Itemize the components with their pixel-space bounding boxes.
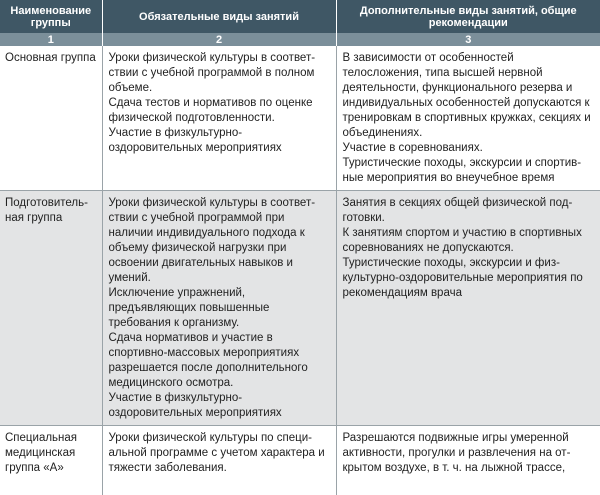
additional-paragraph: Разрешаются подвижные игры умеренной активности, прогулки и развлечения на открытом воздухе, в т. ч. на лыжной трассе, (343, 431, 597, 476)
group-name-cell (0, 426, 102, 495)
required-activities-cell (102, 191, 336, 426)
required-paragraph: Уроки физической культуры по специальной программе с учетом характера и тяжести заболевания. (109, 431, 332, 476)
additional-paragraph: Участие в соревнованиях. (343, 141, 597, 156)
column-number-1: 1 (0, 33, 102, 46)
header-additional-activities: Дополнительные виды занятий, общие рекомендации (336, 0, 600, 33)
group-name: Специальная медицинская группа «А» (5, 432, 77, 474)
required-paragraph: Сдача тестов и нормативов по оценке физической подготовленности. (109, 96, 332, 126)
required-paragraph: Исключение упражнений, предъявляющих повышенные требования к организму. (109, 286, 332, 331)
header-group-name: Наименование группы (0, 0, 102, 33)
column-number-3: 3 (336, 33, 600, 46)
table-row-special-group-a (0, 426, 600, 495)
additional-activities-cell (336, 426, 600, 495)
column-number-row (0, 33, 600, 46)
required-activities-cell (102, 46, 336, 191)
additional-paragraph: Туристические походы, экскурсии и спортивные мероприятия во внеучебное время (343, 156, 597, 186)
required-paragraph: Уроки физической культуры в соответствии с учебной программой при наличии индивидуального подхода к объему физической нагрузки при освоении двигательных навыков и умений. (109, 196, 332, 286)
additional-paragraph: Туристические походы, экскурсии и физкультурно-оздоровительные мероприятия по рекомендациям врача (343, 256, 597, 301)
additional-paragraph: В зависимости от особенностей телосложения, типа высшей нервной деятельности, функционального резерва и индивидуальных особенностей допускаются к тренировкам в спортивных кружках, секциях и объединениях. (343, 51, 597, 141)
additional-paragraph: К занятиям спортом и участию в спортивных соревнованиях не допускаются. (343, 226, 597, 256)
required-paragraph: Участие в физкультурно-оздоровительных мероприятиях (109, 391, 332, 421)
required-paragraph: Сдача нормативов и участие в спортивно-массовых мероприятиях разрешается после дополнительного медицинского осмотра. (109, 331, 332, 391)
table-row-preparatory-group (0, 191, 600, 426)
column-number-2: 2 (102, 33, 336, 46)
required-paragraph: Участие в физкультурно-оздоровительных мероприятиях (109, 126, 332, 156)
required-paragraph: Уроки физической культуры в соответствии с учебной программой в полном объеме. (109, 51, 332, 96)
header-row (0, 0, 600, 33)
header-required-activities: Обязательные виды занятий (102, 0, 336, 33)
additional-paragraph: Занятия в секциях общей физической подготовки. (343, 196, 597, 226)
group-name-cell (0, 191, 102, 426)
group-name-cell (0, 46, 102, 191)
table-row-main-group (0, 46, 600, 191)
additional-activities-cell (336, 191, 600, 426)
group-name: Основная группа (5, 52, 96, 64)
group-name: Подготовительная группа (5, 197, 88, 224)
required-activities-cell (102, 426, 336, 495)
additional-activities-cell (336, 46, 600, 191)
